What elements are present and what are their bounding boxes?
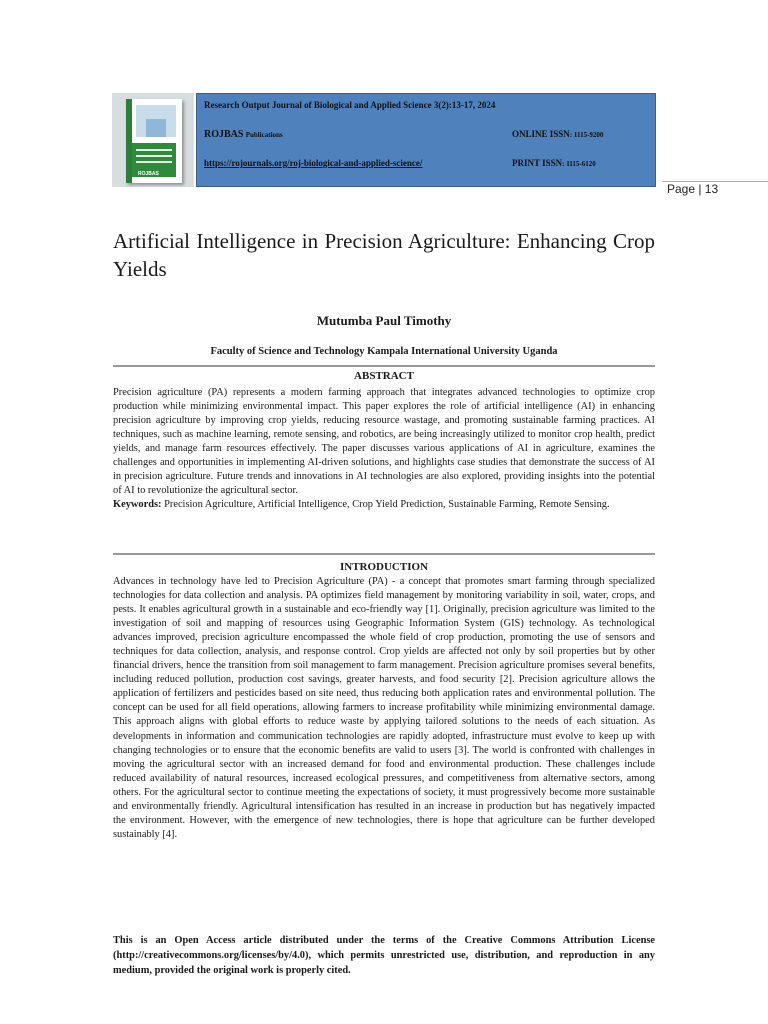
divider [113,553,655,555]
print-issn [512,158,596,168]
cover-brand: ROJBAS [138,171,159,177]
print-issn-label: PRINT ISSN [512,158,563,168]
online-issn-value: : 1115-9200 [569,131,604,139]
license-notice: This is an Open Access article distributed under the terms of the Creative Commons Attribution License (http://creativecommons.org/licenses/by/4.0), which permits unrestricted use, distribution, and reproduction in any medium, provided the original work is properly cited. [113,935,655,976]
keywords-list: Precision Agriculture, Artificial Intelligence, Crop Yield Prediction, Sustainable Farming, Remote Sensing. [164,499,610,511]
article-title: Artificial Intelligence in Precision Agriculture: Enhancing Crop Yields [113,229,655,281]
divider [113,365,655,367]
publisher-name: ROJBAS [204,129,244,140]
journal-citation: Research Output Journal of Biological and Applied Science 3(2):13-17, 2024 [204,100,496,110]
abstract-text: Precision agriculture (PA) represents a modern farming approach that integrates advanced technologies to optimize crop production while minimizing environmental impact. This paper explores the role of artificial intelligence (AI) in enhancing precision agriculture by improving crop yields, reducing resource wastage, and promoting sustainable farming practices. AI techniques, such as machine learning, remote sensing, and robotics, are being increasingly utilized to monitor crop health, predict yields, and manage farm resources effectively. The paper discusses various applications of AI in agriculture, examines the challenges and opportunities in implementing AI-driven solutions, and highlights case studies that demonstrate the success of AI in precision agriculture. Future trends and innovations in AI technologies are also explored, providing insights into the potential of AI to revolutionize the agricultural sector. [113,387,655,497]
cover-book [126,99,182,183]
author-name: Mutumba Paul Timothy [316,313,452,328]
journal-cover-image [112,93,194,187]
journal-url-link[interactable]: https://rojournals.org/roj-biological-and-applied-science/ [204,158,423,168]
cover-photo [136,105,176,137]
publisher-suffix: Publications [245,131,283,139]
print-issn-value: : 1115-6120 [562,160,596,168]
introduction-heading: INTRODUCTION [339,561,428,573]
online-issn [512,129,603,139]
journal-header-box [196,93,656,187]
abstract-body [113,386,655,512]
online-issn-label: ONLINE ISSN [512,129,570,139]
introduction-text: Advances in technology have led to Precision Agriculture (PA) - a concept that promotes smart farming through specialized technologies for data collection and analysis. PA optimizes field management by monitoring variability in soil, water, crops, and pests. It enables agricultural growth in a sustainable and eco-friendly way [1]. Originally, precision agriculture was limited to the investigation of soil and mapping of resources using Geographic Information System (GIS) technology. As technological advances improved, precision agriculture encompassed the whole field of crop production, promoting the use of sensors and techniques for data collection, analysis, and response control. Crop yields are affected not only by soil properties but by other financial drivers, hence the transition from soil management to farm management. Precision agriculture promises several benefits, including reduced pollution, production cost savings, greater harvests, and food security [2]. Precision agriculture allows the application of fertilizers and pesticides based on site need, thus reducing both application rates and environmental pollution. The concept can be used for all field operations, allowing farmers to increase profitability while minimizing environmental damage. This approach aligns with global efforts to reduce waste by applying tailored solutions to the needs of each situation. As developments in information and communication technologies are rapidly adopted, infrastructure must evolve to keep up with changing technologies or to ensure that the economic benefits are valid to users [3]. The world is confronted with challenges in moving the agricultural sector with an increased demand for food and environmental production. These challenges include reduced availability of natural resources, increased ecological pressures, and competitiveness from alternative sectors, among others. For the agricultural sector to continue meeting the expectations of society, it must progressively become more sustainable and environmentally friendly. Agricultural intensification has resulted in an increase in production but has negatively impacted the environment. However, with the emergence of new technologies, there is hope that agriculture can be further developed sustainably [4]. [113,576,655,840]
publisher [204,129,283,140]
page-number: Page | 13 [667,182,719,196]
journal-url-wrap [204,158,422,168]
author-affiliation: Faculty of Science and Technology Kampala International University Uganda [210,346,558,357]
abstract-heading: ABSTRACT [354,370,414,382]
keywords-label: Keywords: [113,499,162,511]
